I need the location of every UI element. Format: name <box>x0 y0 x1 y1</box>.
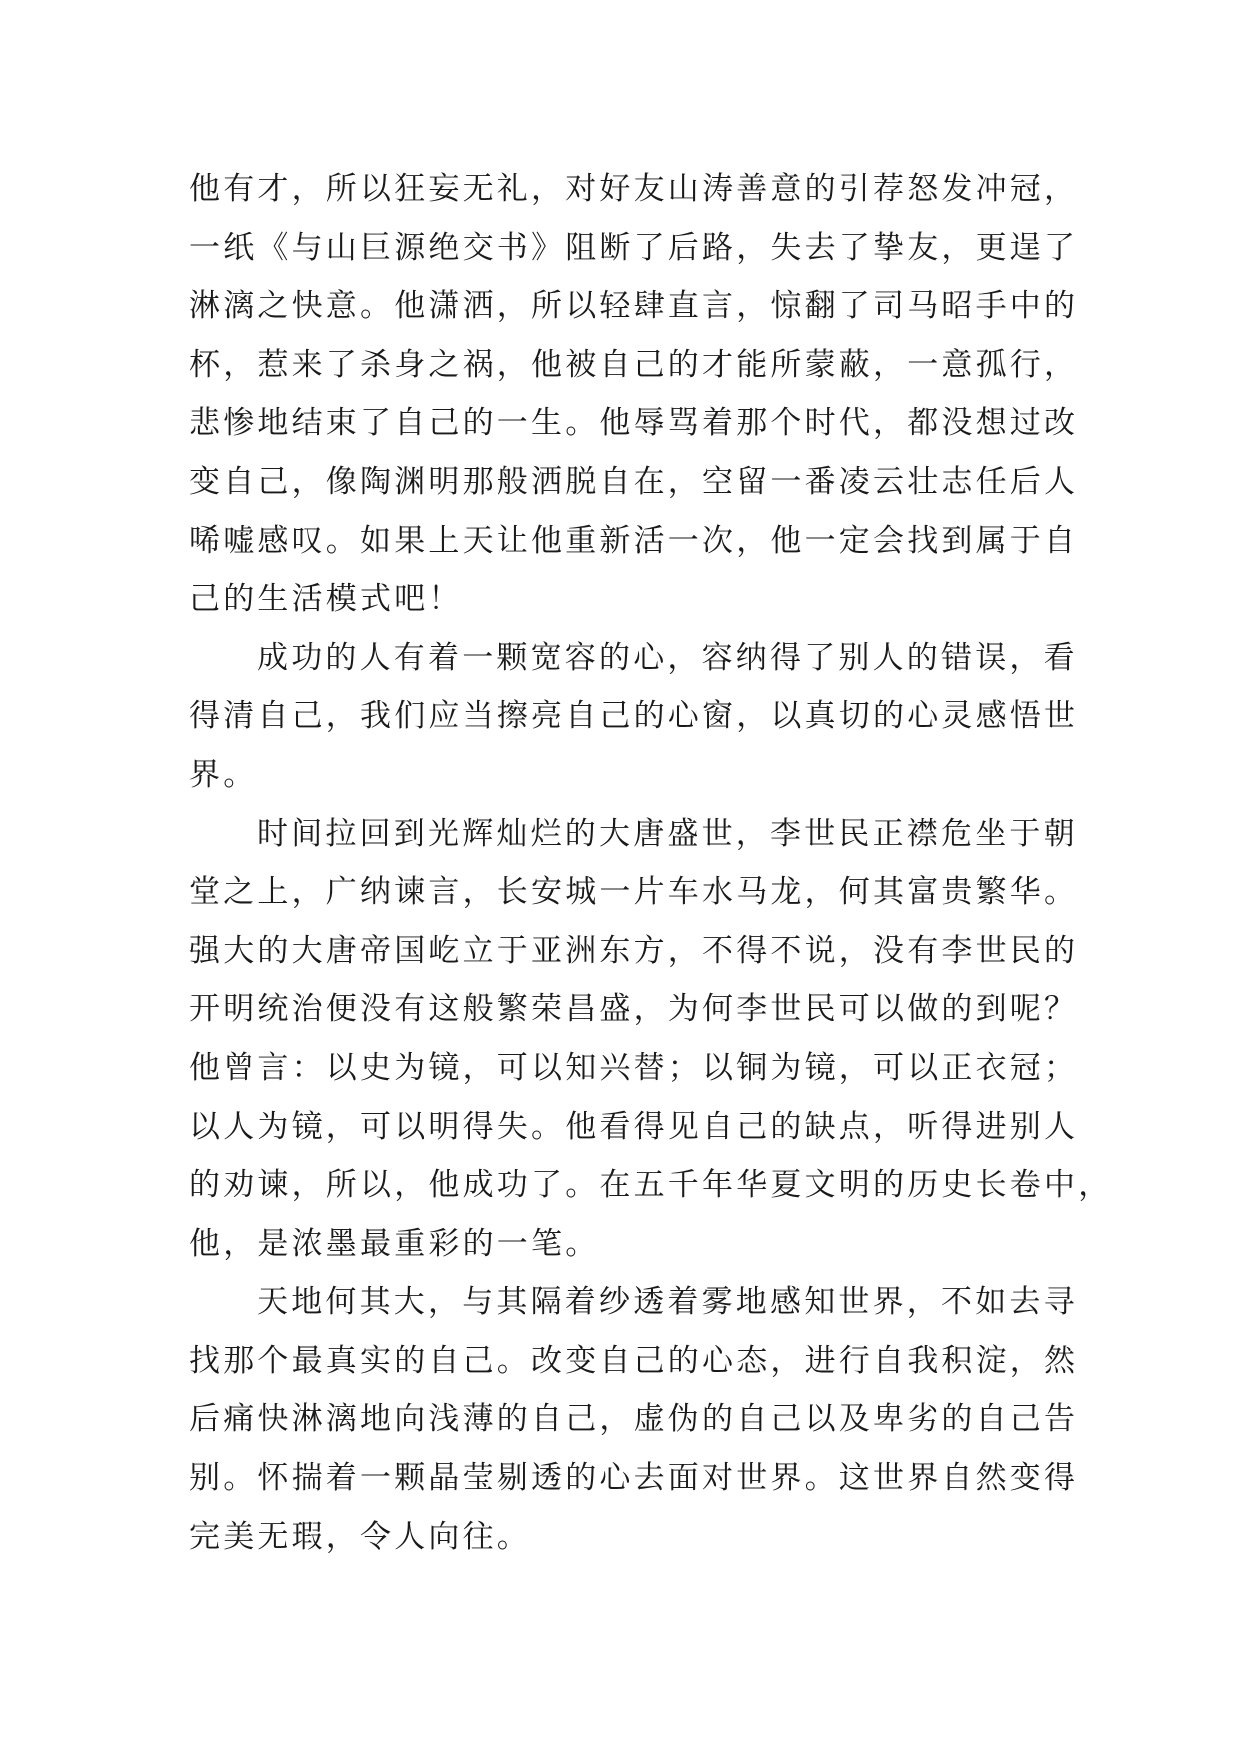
text-line: 得清自己，我们应当擦亮自己的心窗，以真切的心灵感悟世 <box>189 698 1079 735</box>
paragraph-first-line: 天地何其大，与其隔着纱透着雾地感知世界，不如去寻 <box>257 1284 1078 1321</box>
text-line: 的劝谏，所以，他成功了。在五千年华夏文明的历史长卷中， <box>189 1167 1113 1204</box>
text-line: 强大的大唐帝国屹立于亚洲东方，不得不说，没有李世民的 <box>189 932 1079 969</box>
text-line: 完美无瑕，令人向往。 <box>189 1518 531 1555</box>
text-line: 他有才，所以狂妄无礼，对好友山涛善意的引荐怒发冲冠， <box>189 171 1079 207</box>
text-line: 找那个最真实的自己。改变自己的心态，进行自我积淀，然 <box>189 1342 1079 1379</box>
text-line: 变自己，像陶渊明那般洒脱自在，空留一番凌云壮志任后人 <box>189 463 1079 500</box>
text-line: 以人为镜，可以明得失。他看得见自己的缺点，听得进别人 <box>189 1108 1079 1145</box>
text-line: 后痛快淋漓地向浅薄的自己，虚伪的自己以及卑劣的自己告 <box>189 1401 1079 1438</box>
text-line: 堂之上，广纳谏言，长安城一片车水马龙，何其富贵繁华。 <box>189 874 1079 911</box>
text-line: 己的生活模式吧！ <box>189 581 463 618</box>
text-line: 界。 <box>189 756 258 793</box>
text-line: 一纸《与山巨源绝交书》阻断了后路，失去了挚友，更逞了 <box>189 229 1079 266</box>
text-line: 悲惨地结束了自己的一生。他辱骂着那个时代，都没想过改 <box>189 405 1079 442</box>
text-line: 他曾言：以史为镜，可以知兴替；以铜为镜，可以正衣冠； <box>189 1049 1079 1086</box>
paragraph-first-line: 成功的人有着一颗宽容的心，容纳得了别人的错误，看 <box>257 639 1078 676</box>
essay-text <box>189 160 1113 1566</box>
text-line: 别。怀揣着一颗晶莹剔透的心去面对世界。这世界自然变得 <box>189 1460 1079 1497</box>
text-line: 唏嘘感叹。如果上天让他重新活一次，他一定会找到属于自 <box>189 522 1079 559</box>
text-line: 开明统治便没有这般繁荣昌盛，为何李世民可以做的到呢？ <box>189 991 1079 1028</box>
text-line: 他，是浓墨最重彩的一笔。 <box>189 1225 600 1262</box>
paragraph-first-line: 时间拉回到光辉灿烂的大唐盛世，李世民正襟危坐于朝 <box>257 815 1078 852</box>
text-line: 杯，惹来了杀身之祸，他被自己的才能所蒙蔽，一意孤行， <box>189 346 1079 383</box>
text-line: 淋漓之快意。他潇洒，所以轻肆直言，惊翻了司马昭手中的 <box>189 288 1079 325</box>
